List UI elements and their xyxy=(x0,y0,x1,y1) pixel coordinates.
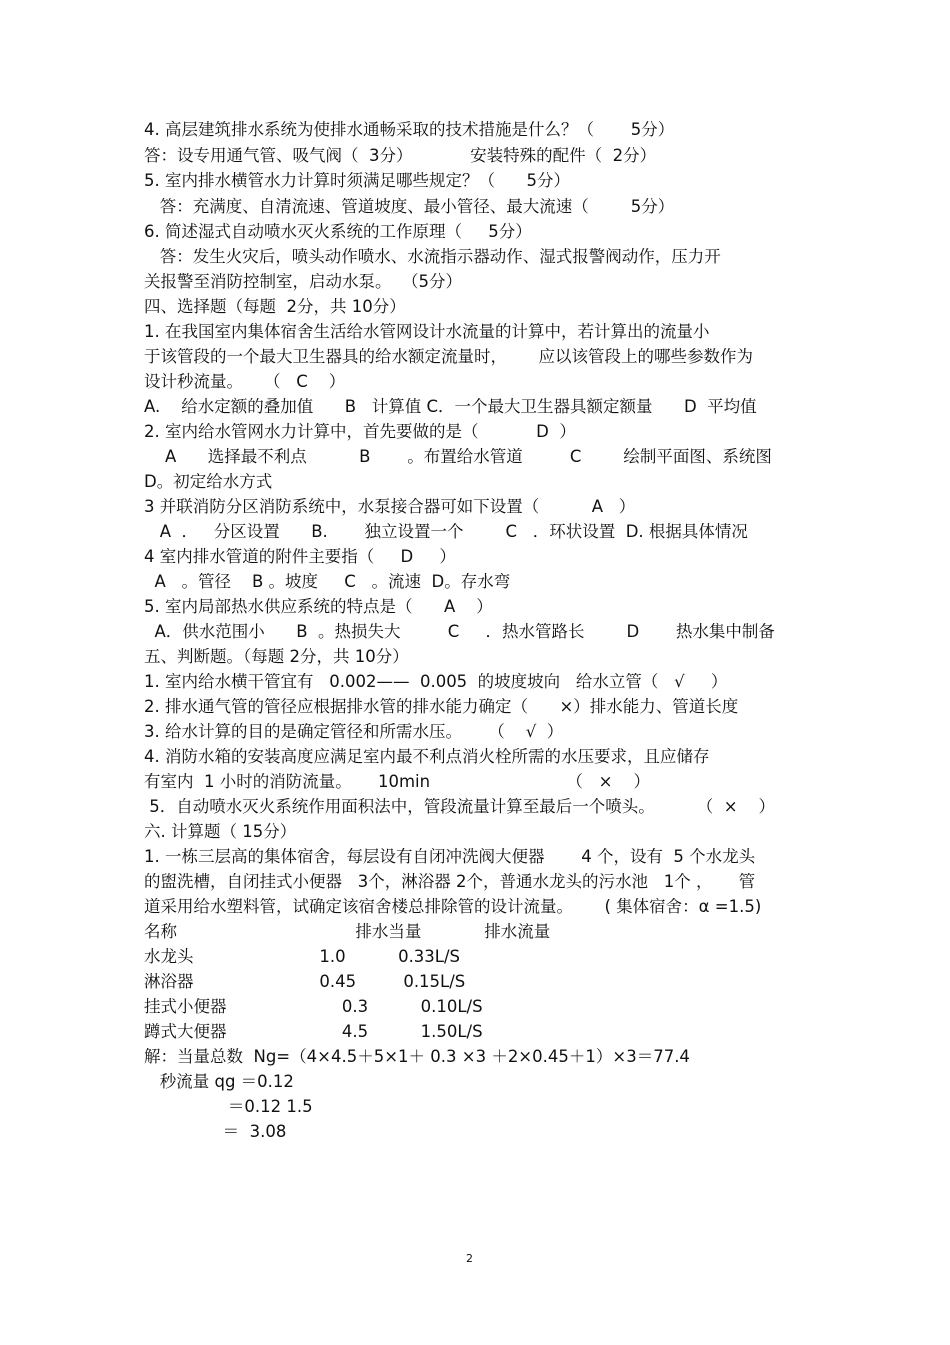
text-line: 1. 一栋三层高的集体宿舍，每层设有自闭冲洗阀大便器 4 个，设有 5 个水龙头 xyxy=(144,847,756,866)
text-line: D。初定给水方式 xyxy=(144,472,273,491)
text-line: 的盥洗槽，自闭挂式小便器 3个，淋浴器 2个，普通水龙头的污水池 1个 ， 管 xyxy=(144,872,756,891)
text-line: 四、选择题（每题 2分，共 10分） xyxy=(144,297,406,316)
text-line: ＝0.12 1.5 xyxy=(144,1097,313,1116)
text-line: 关报警至消防控制室，启动水泵。 （5分） xyxy=(144,272,462,291)
text-line: 6. 简述湿式自动喷水灭火系统的工作原理（ 5分） xyxy=(144,222,532,241)
text-line: 3. 给水计算的目的是确定管径和所需水压。 （ √ ） xyxy=(144,722,564,741)
text-line: 答：充满度、自清流速、管道坡度、最小管径、最大流速（ 5分） xyxy=(144,197,675,216)
text-line: 六. 计算题（ 15分） xyxy=(144,822,297,841)
text-line: A 选择最不利点 B 。布置给水管道 C 绘制平面图、系统图 xyxy=(144,447,772,466)
text-line: 有室内 1 小时的消防流量。 10min （ × ） xyxy=(144,772,650,791)
text-line: 名称 排水当量 排水流量 xyxy=(144,922,551,941)
text-line: 于该管段的一个最大卫生器具的给水额定流量时， 应以该管段上的哪些参数作为 xyxy=(144,347,753,366)
text-line: 答：发生火灾后，喷头动作喷水、水流指示器动作、湿式报警阀动作，压力开 xyxy=(144,247,721,266)
text-line: 五、判断题。（每题 2分，共 10分） xyxy=(144,647,409,666)
page-number: 2 xyxy=(466,1252,473,1265)
text-line: A ． 分区设置 B. 独立设置一个 C ．环状设置 D. 根据具体情况 xyxy=(144,522,748,541)
text-line: 淋浴器 0.45 0.15L/S xyxy=(144,972,466,991)
text-line: A 。管径 B 。坡度 C 。流速 D。存水弯 xyxy=(144,572,511,591)
text-line: 4. 消防水箱的安装高度应满足室内最不利点消火栓所需的水压要求，且应储存 xyxy=(144,747,710,766)
text-line: 水龙头 1.0 0.33L/S xyxy=(144,947,461,966)
text-line: 4 室内排水管道的附件主要指（ D ） xyxy=(144,547,456,566)
text-line: 5. 室内排水横管水力计算时须满足哪些规定？（ 5分） xyxy=(144,171,570,190)
text-line: 2. 排水通气管的管径应根据排水管的排水能力确定（ ×）排水能力、管道长度 xyxy=(144,697,739,716)
text-line: 5．自动喷水灭火系统作用面积法中，管段流量计算至最后一个喷头。 （ × ） xyxy=(144,797,775,816)
text-line: A．供水范围小 B 。热损失大 C ．热水管路长 D 热水集中制备 xyxy=(144,622,775,641)
text-line: 解：当量总数 Ng=（4×4.5＋5×1＋ 0.3 ×3 ＋2×0.45＋1）×3＝77.4 xyxy=(144,1047,690,1066)
text-line: 3 并联消防分区消防系统中，水泵接合器可如下设置（ A ） xyxy=(144,497,636,516)
text-line: 4. 高层建筑排水系统为使排水通畅采取的技术措施是什么？（ 5分） xyxy=(144,120,675,139)
text-line: 挂式小便器 0.3 0.10L/S xyxy=(144,997,483,1016)
text-line: 秒流量 qg ＝0.12 xyxy=(144,1072,294,1091)
text-line: 答：设专用通气管、吸气阀（ 3分） 安装特殊的配件（ 2分） xyxy=(144,146,657,165)
text-line: 蹲式大便器 4.5 1.50L/S xyxy=(144,1022,483,1041)
text-line: A. 给水定额的叠加值 B 计算值 C．一个最大卫生器具额定额量 D 平均值 xyxy=(144,397,757,416)
text-line: 2. 室内给水管网水力计算中，首先要做的是（ D ） xyxy=(144,422,576,441)
text-line: 1. 在我国室内集体宿舍生活给水管网设计水流量的计算中，若计算出的流量小 xyxy=(144,322,710,341)
text-line: 1. 室内给水横干管宜有 0.002—— 0.005 的坡度坡向 给水立管（ √ ） xyxy=(144,672,728,691)
text-line: 设计秒流量。 （ C ） xyxy=(144,372,346,391)
text-line: 道采用给水塑料管，试确定该宿舍楼总排除管的设计流量。 ( 集体宿舍：α =1.5) xyxy=(144,897,762,916)
text-line: ＝ 3.08 xyxy=(144,1122,287,1141)
text-line: 5. 室内局部热水供应系统的特点是（ A ） xyxy=(144,597,493,616)
